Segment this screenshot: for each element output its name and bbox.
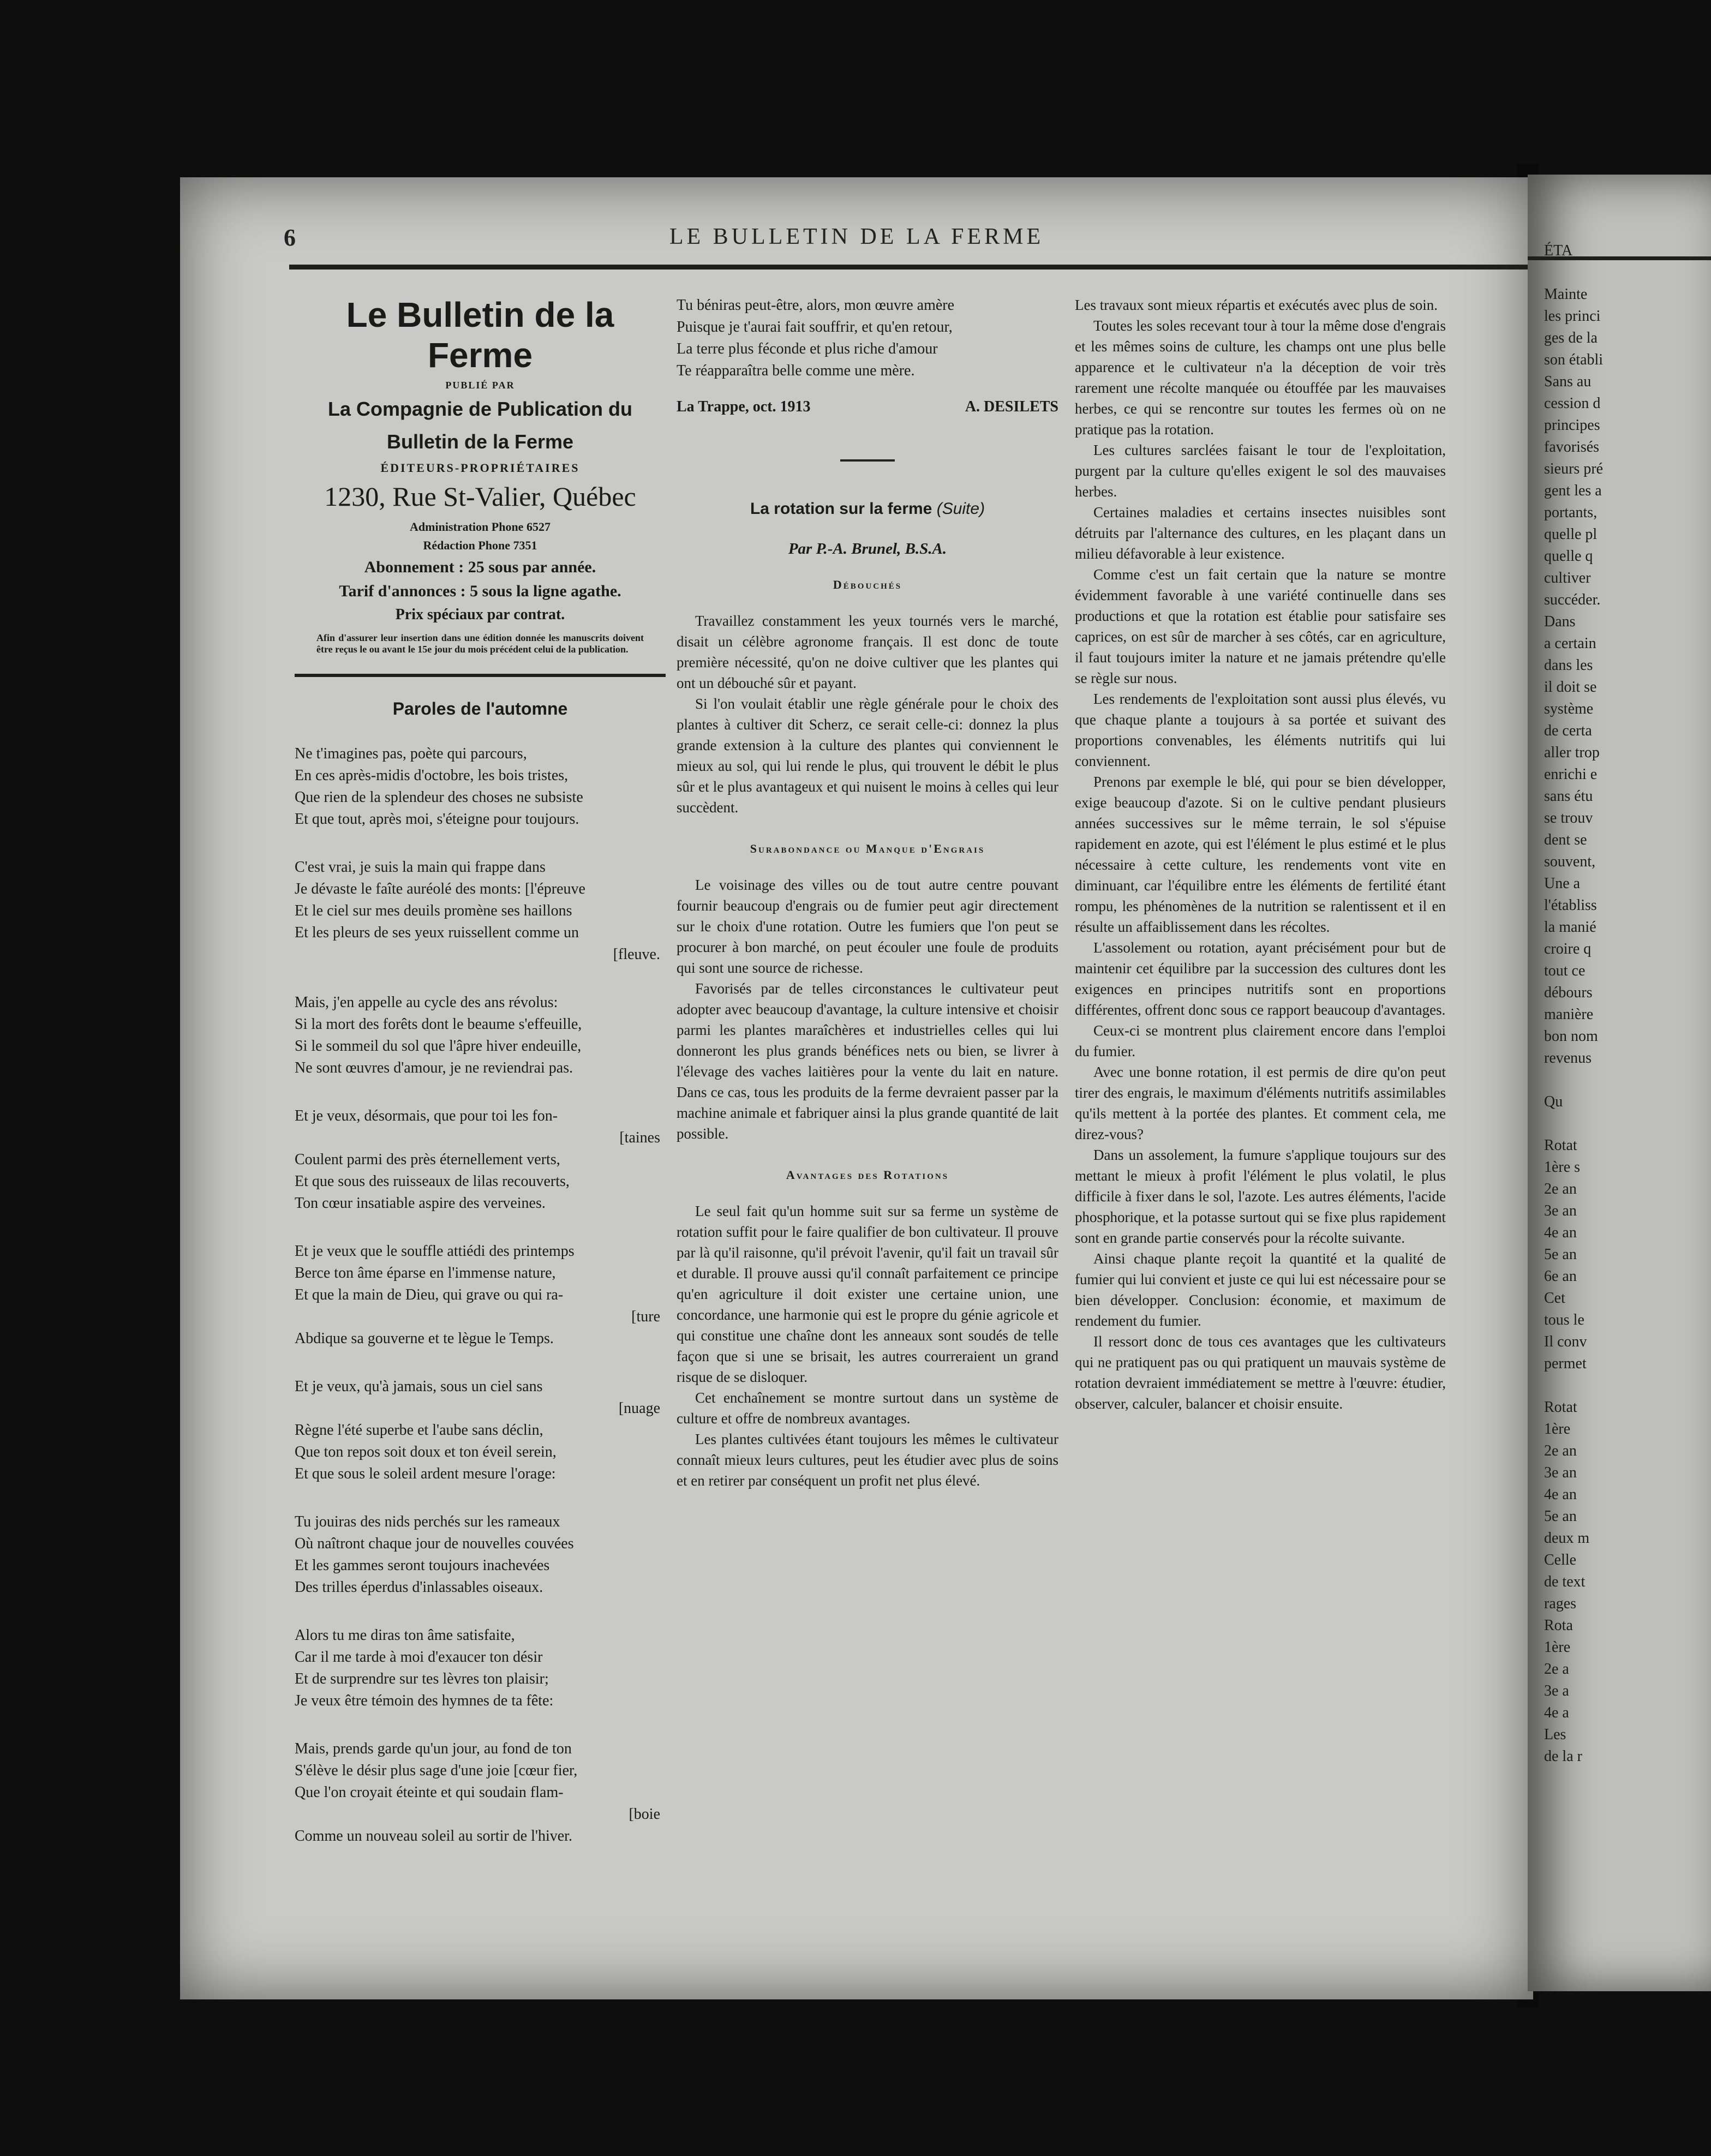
article-paragraph: Les rendements de l'exploitation sont aussi plus élevés, vu que chaque plante a toujours à sa portée et suivant des proportions convenables, les éléments nutritifs qui lui conviennent.: [1075, 691, 1446, 769]
next-page-line: l'établiss: [1544, 897, 1597, 914]
next-page-line: [1544, 1375, 1603, 1397]
next-page-line: permet: [1544, 1355, 1587, 1372]
next-page-line: souvent,: [1544, 853, 1596, 870]
next-page-line: Cet: [1544, 1290, 1565, 1307]
article-title-text: La rotation sur la ferme: [750, 500, 932, 518]
article-byline: Par P.-A. Brunel, B.S.A.: [788, 540, 947, 558]
next-page-line: Rotat: [1544, 1399, 1577, 1416]
next-page-line: Dans: [1544, 613, 1576, 630]
next-page-line: 3e an: [1544, 1202, 1577, 1219]
next-page-line: 1ère s: [1544, 1159, 1581, 1176]
poem-place-date: La Trappe, oct. 1913: [677, 398, 811, 415]
poem-stanza: [295, 857, 666, 966]
poem-line: Que ton repos soit doux et ton éveil serein,: [295, 1444, 557, 1460]
article-paragraph: Avec une bonne rotation, il est permis de dire qu'on peut tirer des engrais, le maximum d'éléments nutritifs assimilables qu'ils mettent à la portée des plantes. Et comment cela, me direz-vous?: [1075, 1064, 1446, 1142]
next-page-line: [1544, 196, 1603, 218]
poem-line: Berce ton âme éparse en l'immense nature,: [295, 1265, 556, 1281]
poem-line: Règne l'été superbe et l'aube sans déclin,: [295, 1422, 543, 1439]
poem-line: Tu jouiras des nids perchés sur les rameaux: [295, 1513, 560, 1530]
poem-line: Alors tu me diras ton âme satisfaite,: [295, 1627, 515, 1644]
next-page-line: Il conv: [1544, 1333, 1587, 1350]
next-page-line: quelle pl: [1544, 526, 1598, 543]
masthead-publie-par: PUBLIÉ PAR: [445, 380, 515, 391]
article-paragraph: Les travaux sont mieux répartis et exécutés avec plus de soin.: [1075, 297, 1438, 313]
next-page-line: Mainte: [1544, 286, 1588, 303]
next-page-line: quelle q: [1544, 548, 1593, 565]
next-page-line: manière: [1544, 1006, 1594, 1023]
next-page-line: rages: [1544, 1595, 1577, 1612]
next-page-line: Rota: [1544, 1617, 1573, 1634]
next-page-line: ges de la: [1544, 330, 1598, 346]
masthead-tarif: Tarif d'annonces : 5 sous la ligne agathe.: [339, 582, 621, 600]
next-page-line: la manié: [1544, 919, 1596, 936]
article-paragraph: Les plantes cultivées étant toujours les mêmes le cultivateur connaît mieux leurs cultures, peut les étudier avec plus de soins et en retirer par conséquent un profit net plus élevé.: [677, 1431, 1058, 1489]
next-page-line: 3e an: [1544, 1464, 1577, 1481]
next-page-line: 4e an: [1544, 1486, 1577, 1503]
next-page-line: [1544, 218, 1603, 240]
next-page-line: sieurs pré: [1544, 460, 1604, 477]
next-page-line: [1544, 1113, 1603, 1135]
poem-stanza: [295, 992, 666, 1079]
masthead-company-line2: Bulletin de la Ferme: [386, 430, 574, 453]
masthead-abonnement: Abonnement : 25 sous par année.: [364, 558, 596, 576]
article-paragraph: Comme c'est un fait certain que la nature se montre évidemment favorable à une variété continuelle dans ses productions et que la rotation est établie pour satisfaire ses caprices, on est sûr de marcher à ses côtés, car en agriculture, il faut toujours imiter la nature et ne jamais prétendre qu'elle se règle sur nous.: [1075, 566, 1446, 686]
poem-author: A. DESILETS: [965, 398, 1058, 415]
poem-line: Et les pleurs de ses yeux ruissellent comme un: [295, 924, 579, 941]
next-page-line: tout ce: [1544, 962, 1586, 979]
poem-line: Si la mort des forêts dont le beaume s'effeuille,: [295, 1016, 582, 1033]
poem-body: [295, 743, 666, 1847]
article-paragraph: Le voisinage des villes ou de tout autre centre pouvant fournir beaucoup d'engrais ou de fumier peut agir directement sur le choix d'une rotation. Outre les fumiers que l'on peut se procurer à bon marché, on peut écouler une foule de produits qui sont une source de richesse.: [677, 877, 1058, 976]
poem-line: Et je veux, désormais, que pour toi les fon-: [295, 1107, 558, 1124]
article-paragraph: Le seul fait qu'un homme suit sur sa ferme un système de rotation suffit pour le faire qualifier de bon cultivateur. Il prouve par là qu'il raisonne, qu'il prévoit l'avenir, qu'il fait un travail sûr et durable. Il prouve aussi qu'il connaît parfaitement ce principe qu'en agriculture il doit exister une certaine union, une concordance, une harmonie qui est le propre du génie agricole et qui constitue une chaîne dont les anneaux sont soudés de telle façon que si une se brisait, les autres courreraient un grand risque de se disloquer.: [677, 1203, 1058, 1385]
poem-line: Abdique sa gouverne et te lègue le Temps.: [295, 1330, 554, 1347]
article-paragraph: Travaillez constamment les yeux tournés vers le marché, disait un célèbre agronome français. Il est donc de toute première nécessité, qu'on ne doive cultiver que les plantes qui ont un débouché sûr et payant.: [677, 613, 1058, 691]
next-page-line: son établi: [1544, 351, 1604, 368]
masthead-note: Afin d'assurer leur insertion dans une édition donnée les manuscrits doivent être reçus le ou avant le 15e jour du mois précédent celui de la publication.: [316, 632, 644, 655]
poem-line: En ces après-midis d'octobre, les bois tristes,: [295, 767, 569, 784]
next-page-line: dent se: [1544, 831, 1587, 848]
article-paragraph: Prenons par exemple le blé, qui pour se bien développer, exige beaucoup d'azote. Si on le cultive pendant plusieurs années successives sur le même terrain, le sol s'épuise rapidement en azote, qui est l'élément le plus estimé et le plus nécessaire à cette culture, les rendements vont vite en diminuant, car l'équilibre entre les éléments de fertilité étant rompu, les phénomènes de la nutrition se ralentissent et il en résulte un affaiblissement dans les récoltes.: [1075, 774, 1446, 935]
next-page-line: 1ère: [1544, 1639, 1571, 1656]
next-page-line: 6e an: [1544, 1268, 1577, 1285]
poem-line: Ton cœur insatiable aspire des verveines.: [295, 1195, 546, 1212]
next-page-line: 5e an: [1544, 1508, 1577, 1525]
poem-line: [fleuve.: [613, 946, 660, 963]
poem-stanza: [295, 1376, 666, 1485]
poem-line: Te réapparaîtra belle comme une mère.: [677, 362, 915, 379]
next-page-line: [1544, 1069, 1603, 1091]
masthead: [295, 295, 666, 655]
page-number: 6: [284, 224, 296, 251]
poem-continuation: [677, 295, 1058, 382]
next-page-line: principes: [1544, 417, 1600, 434]
poem-line: Où naîtront chaque jour de nouvelles couvées: [295, 1535, 574, 1552]
poem-stanza: [295, 1738, 666, 1847]
poem-line: Car il me tarde à moi d'exaucer ton désir: [295, 1649, 543, 1666]
subheading-debouches: Débouchés: [833, 578, 902, 591]
article-paragraph: Certaines maladies et certains insectes nuisibles sont détruits par l'alternance des cultures, en les plaçant dans un milieu défavorable à leur existence.: [1075, 504, 1446, 562]
next-page-line: cession d: [1544, 395, 1601, 412]
poem-line: S'élève le désir plus sage d'une joie [cœur fier,: [295, 1762, 578, 1779]
poem-line: Coulent parmi des près éternellement verts,: [295, 1151, 560, 1168]
poem-line: Des trilles éperdus d'inlassables oiseaux.: [295, 1579, 543, 1596]
next-page-edge: [1528, 175, 1711, 1991]
next-page-line: 2e an: [1544, 1442, 1577, 1459]
next-page-line: portants,: [1544, 504, 1598, 521]
next-page-line: gent les a: [1544, 482, 1602, 499]
poem-line: C'est vrai, je suis la main qui frappe dans: [295, 859, 546, 876]
poem-line: Et de surprendre sur tes lèvres ton plaisir;: [295, 1670, 549, 1687]
subheading-surabondance: Surabondance ou Manque d'Engrais: [750, 842, 985, 855]
next-page-line: 2e an: [1544, 1181, 1577, 1197]
masthead-company-line1: La Compagnie de Publication du: [327, 398, 633, 420]
poem-line: Ne sont œuvres d'amour, je ne reviendrai pas.: [295, 1059, 573, 1076]
poem-line: Je dévaste le faîte auréolé des monts: [l'épreuve: [295, 881, 585, 897]
poem-line: Que l'on croyait éteinte et qui soudain flam-: [295, 1784, 564, 1801]
poem-line: [boie: [629, 1806, 660, 1823]
next-page-line: de certa: [1544, 722, 1592, 739]
poem-line: Mais, prends garde qu'un jour, au fond de ton: [295, 1740, 572, 1757]
masthead-title: Le Bulletin de la Ferme: [346, 295, 614, 375]
next-page-line: 4e an: [1544, 1224, 1577, 1241]
running-title: LE BULLETIN DE LA FERME: [669, 224, 1044, 249]
masthead-admin-phone: Administration Phone 6527: [410, 520, 551, 534]
next-page-line: 2e a: [1544, 1661, 1569, 1678]
poem-line: Et je veux, qu'à jamais, sous un ciel sans: [295, 1378, 543, 1395]
poem-line: [nuage: [618, 1400, 660, 1417]
article-paragraph: Favorisés par de telles circonstances le cultivateur peut adopter avec beaucoup d'avantage, la culture intensive et choisir parmi les plantes maraîchères et industrielles celles qui lui donneront les plus grands bénéfices nets ou bien, se livrer à l'élevage des vaches laitières pour la vente du lait en nature. Dans ce cas, tous les produits de la ferme devraient passer par la machine animale et fabriquer ainsi la plus grande quantité de lait possible.: [677, 980, 1058, 1142]
poem-line: Je veux être témoin des hymnes de ta fête:: [295, 1692, 554, 1709]
poem-line: Et le ciel sur mes deuils promène ses haillons: [295, 902, 572, 919]
section-rule: [295, 674, 666, 677]
header-rule: [289, 265, 1533, 270]
next-page-line: de la r: [1544, 1748, 1582, 1765]
next-page-line: Qu: [1544, 1093, 1563, 1110]
next-page-line: dans les: [1544, 657, 1593, 674]
article-paragraph: Ainsi chaque plante reçoit la quantité et la qualité de fumier qui lui convient et juste ce qui lui est nécessaire pour se bien développer. Conclusion: économie, et maximum de rendement du fumier.: [1075, 1250, 1446, 1329]
poem-stanza: [295, 1511, 666, 1598]
next-page-line: ÉTA: [1544, 242, 1573, 259]
next-page-line: Sans au: [1544, 373, 1592, 390]
poem-line: Et que sous des ruisseaux de lilas recouverts,: [295, 1173, 570, 1190]
poem-line: [taines: [619, 1129, 660, 1146]
poem-line: Et que tout, après moi, s'éteigne pour toujours.: [295, 811, 579, 828]
next-page-line: de text: [1544, 1573, 1586, 1590]
separator-dash: [840, 459, 895, 462]
poem-stanza: [295, 743, 666, 830]
next-page-line: cultiver: [1544, 570, 1591, 586]
article-paragraph: L'assolement ou rotation, ayant précisément pour but de maintenir cet équilibre par la succession des cultures dont les exigences en principes nutritifs sont en proportions différentes, offrent donc sous ce rapport beaucoup d'avantages.: [1075, 939, 1446, 1018]
newspaper-page: [180, 177, 1533, 1999]
next-page-line: [1544, 262, 1603, 284]
column-1: [295, 295, 666, 1873]
poem-stanza: [295, 1105, 666, 1214]
subheading-avantages: Avantages des Rotations: [786, 1168, 949, 1182]
poem-stanza: [295, 1241, 666, 1350]
article-paragraph: Toutes les soles recevant tour à tour la même dose d'engrais et les mêmes soins de culture, les champs ont une plus belle apparence et le cultivateur n'a la déception de voir très rarement une récolte manquée ou étouffée par les mauvaises herbes, ce qui se rencontre sur toutes les fermes où on ne pratique pas la rotation.: [1075, 318, 1446, 438]
article-title-suffix: (Suite): [936, 500, 985, 518]
poem-stanza: [295, 1625, 666, 1712]
next-page-line: 5e an: [1544, 1246, 1577, 1263]
next-page-line: bon nom: [1544, 1028, 1598, 1045]
poem-line: Mais, j'en appelle au cycle des ans révolus:: [295, 994, 558, 1011]
poem-line: [ture: [631, 1308, 660, 1325]
next-page-line: enrichi e: [1544, 766, 1598, 783]
next-page-line: [1544, 175, 1603, 196]
next-page-line: a certain: [1544, 635, 1596, 652]
next-page-line: Les: [1544, 1726, 1566, 1743]
poem-line: Ne t'imagines pas, poète qui parcours,: [295, 745, 527, 762]
next-page-line: 3e a: [1544, 1682, 1569, 1699]
poem-signature: [677, 398, 1058, 416]
next-page-line: favorisés: [1544, 439, 1600, 456]
next-page-line: se trouv: [1544, 810, 1593, 827]
article-paragraph: Dans un assolement, la fumure s'applique toujours sur des mettant le mieux à profit l'élément le plus volatil, le plus difficile à fixer dans le sol, l'azote. Les autres éléments, l'acide phosphorique, et la potasse surtout qui se fixe plus rapidement sont en grande partie conservés pour la récolte suivante.: [1075, 1147, 1446, 1246]
next-page-line: Une a: [1544, 875, 1581, 892]
poem-line: Puisque je t'aurai fait souffrir, et qu'en retour,: [677, 319, 953, 336]
next-page-line: deux m: [1544, 1530, 1590, 1547]
poem-line: La terre plus féconde et plus riche d'amour: [677, 340, 938, 357]
poem-line: Que rien de la splendeur des choses ne subsiste: [295, 789, 583, 806]
next-page-line: sans étu: [1544, 788, 1593, 805]
column-3: [1075, 295, 1446, 1414]
next-page-line: revenus: [1544, 1050, 1592, 1067]
next-page-line: Celle: [1544, 1552, 1577, 1568]
masthead-address: 1230, Rue St-Valier, Québec: [324, 481, 636, 512]
poem-line: Et que sous le soleil ardent mesure l'orage:: [295, 1465, 556, 1482]
next-page-text: [1544, 175, 1603, 1768]
next-page-line: 1ère: [1544, 1421, 1571, 1438]
next-page-line: il doit se: [1544, 679, 1597, 696]
next-page-line: Rotat: [1544, 1137, 1577, 1154]
next-page-line: débours: [1544, 984, 1593, 1001]
masthead-prix: Prix spéciaux par contrat.: [395, 606, 565, 623]
next-page-line: système: [1544, 700, 1594, 717]
poem-title: Paroles de l'automne: [392, 699, 568, 718]
next-page-line: les princi: [1544, 308, 1601, 325]
poem-line: Et je veux que le souffle attiédi des printemps: [295, 1243, 575, 1260]
article-title: [677, 500, 1058, 518]
next-page-line: croire q: [1544, 941, 1592, 957]
poem-line: Si le sommeil du sol que l'âpre hiver endeuille,: [295, 1038, 582, 1055]
article-paragraph: Cet enchaînement se montre surtout dans un système de culture et offre de nombreux avantages.: [677, 1390, 1058, 1427]
next-page-line: succéder.: [1544, 591, 1601, 608]
poem-line: Et les gammes seront toujours inachevées: [295, 1557, 550, 1574]
masthead-redaction-phone: Rédaction Phone 7351: [423, 538, 537, 552]
next-page-line: tous le: [1544, 1311, 1584, 1328]
next-page-line: aller trop: [1544, 744, 1600, 761]
poem-line: Tu béniras peut-être, alors, mon œuvre amère: [677, 297, 955, 314]
poem-line: Et que la main de Dieu, qui grave ou qui ra-: [295, 1286, 564, 1303]
article-paragraph: Il ressort donc de tous ces avantages que les cultivateurs qui ne pratiquent pas ou qui pratiquent un mauvais système de rotation devraient immédiatement se mettre à l'œuvre: étudier, observer, calculer, balancer et choisir ensuite.: [1075, 1333, 1446, 1412]
article-paragraph: Ceux-ci se montrent plus clairement encore dans l'emploi du fumier.: [1075, 1022, 1446, 1059]
masthead-editeurs: ÉDITEURS-PROPRIÉTAIRES: [380, 461, 580, 475]
next-page-line: 4e a: [1544, 1704, 1569, 1721]
article-paragraph: Les cultures sarclées faisant le tour de l'exploitation, purgent par la culture qu'elles exigent le sol des mauvaises herbes.: [1075, 442, 1446, 500]
poem-line: Comme un nouveau soleil au sortir de l'hiver.: [295, 1828, 572, 1844]
column-2: [677, 295, 1058, 1491]
article-paragraph: Si l'on voulait établir une règle générale pour le choix des plantes à cultiver dit Scherz, ce serait celle-ci: donnez la plus grande extension à la culture des plantes qui conviennent le mieux au sol, qui lui rende le plus, qui trouvent le débit le plus sûr et le plus avantageux et qui nuisent le moins à celles qui leur succèdent.: [677, 696, 1058, 816]
